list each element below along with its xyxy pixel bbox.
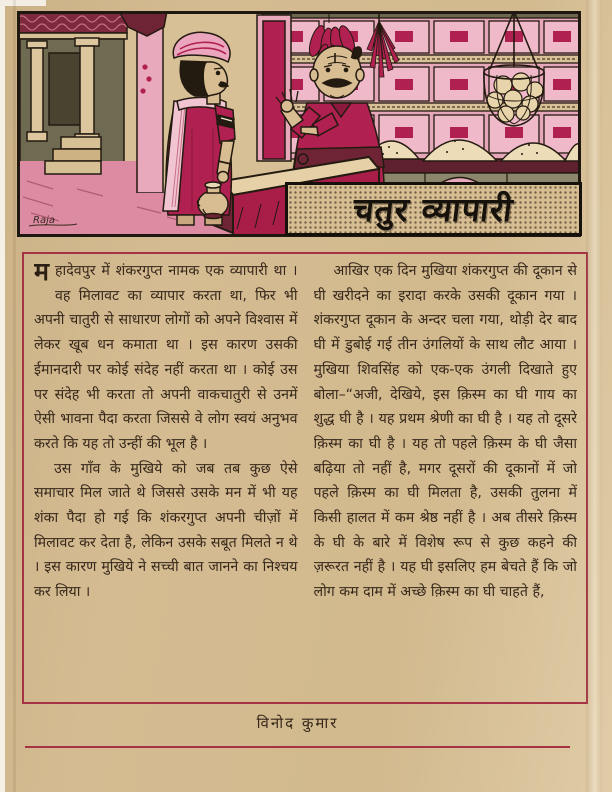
drop-cap: म: [34, 259, 49, 286]
paragraph-1-text: हादेवपुर में शंकरगुप्त नामक एक व्यापारी था । वह मिलावट का व्यापार करता था, फिर भी अपनी चातुरी से साधारण लोगों को अपने विश्वास में लेकर खूब धन कमाता था । इस कारण उसकी ईमानदारी पर कोई संदेह नहीं करता था । कोई उस पर संदेह भी करता तो अपनी वाकचातुरी से उनमें ऐसी भावना पैदा करता जिससे वे लोग स्वयं अनुभव करते कि यह तो उन्हीं की भूल है ।: [34, 263, 298, 452]
story-text-box: [22, 252, 588, 704]
shop-doorframe: [257, 15, 291, 161]
footer-rule: [25, 746, 570, 748]
story-title: चतुर व्यापारी: [351, 189, 516, 229]
right-column: [314, 259, 578, 702]
paper-crease-left: [13, 0, 16, 792]
svg-text:Raja: Raja: [33, 215, 55, 226]
scan-edge-top: [0, 0, 46, 6]
story-title-plate: [285, 182, 582, 236]
story-illustration: [17, 11, 581, 237]
scan-edge-left: [0, 0, 5, 792]
paragraph-1: [34, 259, 298, 457]
page-fold-highlight: [586, 0, 602, 792]
left-column: [34, 259, 298, 702]
paragraph-2: उस गाँव के मुखिये को जब तब कुछ ऐसे समाचार मिल जाते थे जिससे उसके मन में भी यह शंका पैदा हो गई कि शंकरगुप्त अपनी चीज़ों में मिलावट कर देता है, लेकिन उसके सबूत मिलते न थे । इस कारण मुखिये ने सच्ची बात जानने का निश्चय कर लिया ।: [34, 460, 298, 601]
author-byline: विनोद कुमार: [256, 714, 339, 732]
paragraph-3: आखिर एक दिन मुखिया शंकरगुप्त की दूकान से घी खरीदने का इरादा करके उसकी दूकान गया । शंकरगुप्त दूकान के अन्दर चला गया, थोड़ी देर बाद घी में डुबोई गई तीन उंगलियों के साथ लौट आया । मुखिया शिवसिंह को एक-एक उंगली दिखाते हुए बोला–“अजी, देखिये, इस क़िस्म का घी गाय का शुद्ध घी है । यह प्रथम श्रेणी का घी है । यह तो दूसरे क़िस्म का घी है । यह तो पहले क़िस्म के घी जैसा बढ़िया तो नहीं है, मगर दूसरों की दूकानों में जो पहले क़िस्म का घी मिलता है, उसकी तुलना में किसी हालत में कम श्रेष्ठ नहीं है । अब तीसरे क़िस्म के घी के बारे में विशेष रूप से कुछ कहने की ज़रूरत नहीं है । यह घी इसलिए हम बेचते हैं कि जो लोग कम दाम में अच्छे क़िस्म का घी चाहते हैं,: [313, 263, 577, 601]
